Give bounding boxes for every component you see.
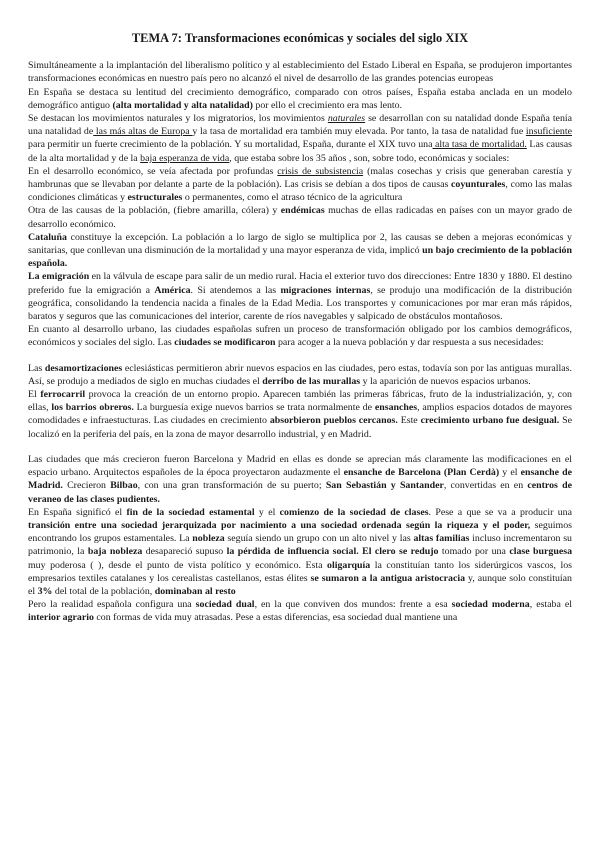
text-run: El: [28, 389, 41, 401]
text-run: eclesiásticas permitieron abrir nuevos espacios en las ciudades, pero estas, todavía son por las antiguas murallas. Así, se produjo a mediados de siglo en muchas ciudades el: [28, 362, 572, 387]
bold-text: migraciones internas: [280, 284, 371, 296]
bold-text: interior agrario: [28, 612, 94, 624]
text-run: En cuanto al desarrollo urbano, las ciudades españolas sufren un proceso de transformación obligado por los cambios demográficos, económicos y sociales del siglo. Las: [28, 324, 572, 349]
paragraph-spacer: [28, 441, 572, 453]
bold-text: crecimiento urbano fue desigual.: [420, 415, 560, 427]
underlined-text: crisis de subsistencia: [277, 165, 364, 177]
paragraph: [28, 59, 572, 85]
bold-text: nobleza: [192, 533, 225, 545]
text-run: Pero la realidad española configura una: [28, 599, 196, 611]
text-run: y el: [254, 506, 280, 518]
text-run: Las causas de la alta mortalidad y de la: [28, 139, 572, 164]
bold-text: se sumaron a la antigua aristocracia: [310, 572, 466, 584]
paragraph: [28, 506, 572, 598]
text-run: Crecieron: [62, 480, 111, 492]
bold-text: ensanche de Madrid.: [28, 467, 573, 492]
text-run: constituye la excepción. La población a lo largo de siglo se multiplica por 2, las causas se deben a mejoras económicas y sanitarias, que conllevan una disminución de la mortalidad y una mayor esperanza de vida, implicó: [28, 231, 572, 257]
bold-text: absorbieron pueblos cercanos.: [269, 415, 398, 427]
text-run: En el desarrollo económico, se veía afectada por profundas: [28, 165, 278, 177]
text-run: la constituían tanto los siderúrgicos vascos, los empresarios textiles catalanes y los cerealistas castellanos, estas élites: [28, 559, 572, 584]
bold-text: Cataluña: [28, 231, 67, 243]
text-run: tomado por una: [438, 546, 510, 558]
text-run: del total de la población,: [52, 585, 155, 597]
text-run: con formas de vida muy atrasadas. Pese a estas diferencias, esa sociedad dual mantiene una: [93, 612, 458, 624]
text-run: y la aparición de nuevos espacios urbanos.: [360, 375, 531, 387]
bold-text: baja nobleza: [87, 546, 143, 558]
underlined-text: naturales: [327, 113, 366, 125]
text-run: muchas de ellas radicadas en países con un mayor grado de desarrollo económico.: [28, 205, 572, 230]
text-run: seguimos encontrando los grupos estamentales. La: [28, 519, 572, 545]
bold-text: 3%: [37, 585, 53, 597]
page-title: TEMA 7: Transformaciones económicas y sociales del siglo XIX: [131, 31, 469, 45]
underlined-text: alta tasa de mortalidad.: [432, 139, 527, 151]
text-run: Se localizó en la periferia del país, en la zona de mayor desarrollo industrial, y en Madrid.: [28, 415, 572, 440]
underlined-text: baja esperanza de vida: [140, 152, 230, 164]
bold-text: centros de veraneo de las clases pudientes.: [28, 480, 572, 505]
paragraph-spacer: [28, 350, 572, 362]
bold-text: clase burguesa: [509, 546, 573, 558]
paragraph: [28, 453, 572, 506]
paragraph: [28, 598, 572, 624]
text-run: y, aunque solo constituían el: [28, 572, 572, 597]
text-run: (malas cosechas y crisis que generaban carestía y hambrunas que se llevaban por delante a parte de la población). Las crisis se debían a dos tipos de causas: [28, 165, 572, 191]
paragraph: [28, 323, 572, 349]
underlined-text: insuficiente: [525, 126, 572, 138]
text-run: Este: [397, 415, 421, 427]
text-run: , se produjo una modificación de la distribución geográfica, consolidando la tendencia nacida a finales de la Edad Media. Los transportes y comunicaciones por mar eran más rápidos, baratos y seguros que las comunicaciones del interior, carente de ríos navegables y salpicado de obstáculos montañosos.: [28, 284, 572, 323]
text-run: en la válvula de escape para salir de un medio rural. Hacia el exterior tuvo dos direcciones: Entre 1830 y 1880. El destino preferido fue la emigración a: [28, 271, 572, 296]
bold-text: La emigración: [28, 271, 90, 283]
text-run: , convertidas en en: [443, 480, 528, 492]
text-run: o permanentes, como el atraso técnico de la agricultura: [182, 192, 403, 204]
text-run: En España se destaca su lentitud del crecimiento demográfico, comparado con otros países, España estaba anclada en un modelo demográfico antiguo: [28, 86, 572, 111]
paragraph: [28, 362, 572, 388]
text-run: Otra de las causas de la población, (fiebre amarilla, cólera) y: [28, 205, 281, 217]
text-run: se desarrollan con su natalidad donde España tenía una natalidad de: [28, 113, 573, 138]
bold-text: Bilbao: [110, 480, 138, 492]
paragraph: [28, 270, 572, 323]
text-run: y el: [499, 467, 521, 479]
text-run: , en la que conviven dos mundos: frente a esa: [254, 599, 452, 611]
bold-text: la pérdida de influencia social.: [226, 546, 359, 558]
bold-text: sociedad moderna: [451, 599, 530, 611]
bold-text: oligarquía: [327, 559, 371, 571]
document-body: [28, 59, 572, 624]
text-run: Las: [28, 362, 45, 374]
text-run: muy poderosa ( ), desde el punto de vista político y económico. Esta: [28, 559, 328, 571]
text-run: Simultáneamente a la implantación del liberalismo político y al establecimiento del Estado Liberal en España, se produjeron importantes transformaciones económicas en nuestro país pero no alcanzó el nivel de desarrollo de las grandes potencias europeas: [28, 60, 572, 85]
bold-text: derribo de las murallas: [262, 375, 361, 387]
bold-text: un bajo crecimiento de la población española.: [28, 245, 572, 270]
bold-text: altas familias: [413, 533, 470, 545]
bold-text: América: [154, 284, 191, 296]
paragraph: [28, 112, 572, 165]
bold-text: ensanche de Barcelona (Plan Cerdà): [343, 467, 500, 479]
text-run: y la tasa de mortalidad era también muy elevada. Por tanto, la tasa de natalidad fue: [192, 126, 526, 138]
text-run: , como las malas condiciones climáticas y: [28, 179, 572, 204]
bold-text: dominaban al resto: [154, 585, 236, 597]
text-run: seguía siendo un grupo con un alto nivel y las: [224, 533, 414, 545]
bold-text: fin de la sociedad estamental: [126, 506, 255, 518]
bold-text: El clero se redujo: [362, 546, 439, 558]
text-run: Se destacan los movimientos naturales y los migratorios, los movimientos: [28, 113, 328, 125]
bold-text: comienzo de la sociedad de clases: [279, 506, 429, 518]
text-run: provoca la creación de un entorno propio. Aparecen también las primeras fábricas, fruto de la industrialización, y, con ellas,: [28, 389, 572, 414]
bold-text: desamortizaciones: [44, 362, 123, 374]
text-run: En España significó el: [28, 506, 127, 518]
text-run: , que estaba sobre los 35 años , son, sobre todo, económicas y sociales:: [229, 152, 510, 164]
paragraph: [28, 204, 572, 230]
paragraph: [28, 231, 572, 271]
text-run: por ello el crecimiento era mas lento.: [252, 99, 403, 111]
text-run: , estaba el: [529, 599, 572, 611]
text-run: , con una gran transformación de su puerto;: [137, 480, 326, 492]
bold-text: estructurales: [127, 192, 183, 204]
text-run: . Si atendemos a las: [190, 284, 281, 296]
text-run: para permitir un fuerte crecimiento de la población. Y su mortalidad, España, durante el XIX tuvo una: [28, 139, 433, 151]
text-run: para acoger a la nueva población y dar respuesta a sus necesidades:: [275, 337, 544, 349]
bold-text: ferrocarril: [40, 389, 86, 401]
text-run: , amplios espacios dotados de mayores comodidades e infraestucturas. Las ciudades en crecimiento: [28, 402, 573, 427]
text-run: La burguesía exige nuevos barrios se trata normalmente de: [133, 402, 375, 414]
paragraph: [28, 86, 572, 112]
text-run: desapareció supuso: [142, 546, 227, 558]
bold-text: (alta mortalidad y alta natalidad): [112, 99, 253, 111]
bold-text: endémicas: [280, 205, 325, 217]
bold-text: transición entre una sociedad jerarquizada por nacimiento a una sociedad ordenada según la riqueza y el poder,: [28, 519, 531, 531]
paragraph: [28, 388, 572, 441]
paragraph: [28, 165, 572, 205]
bold-text: ciudades se modificaron: [174, 337, 276, 349]
bold-text: coyunturales: [451, 179, 506, 191]
bold-text: San Sebastián y Santander: [325, 480, 444, 492]
bold-text: ensanches: [374, 402, 418, 414]
bold-text: sociedad dual: [195, 599, 255, 611]
underlined-text: las más altas de Europa: [93, 126, 193, 138]
text-run: incluso incrementaron su patrimonio, la: [28, 533, 572, 558]
bold-text: los barrios obreros.: [51, 402, 134, 414]
text-run: . Pese a que se va a producir una: [428, 506, 572, 518]
text-run: Las ciudades que más crecieron fueron Barcelona y Madrid en ellas es donde se aprecian más claramente las modificaciones en el espacio urbano. Arquitectos españoles de la época proyectaron audazmente el: [28, 453, 572, 479]
